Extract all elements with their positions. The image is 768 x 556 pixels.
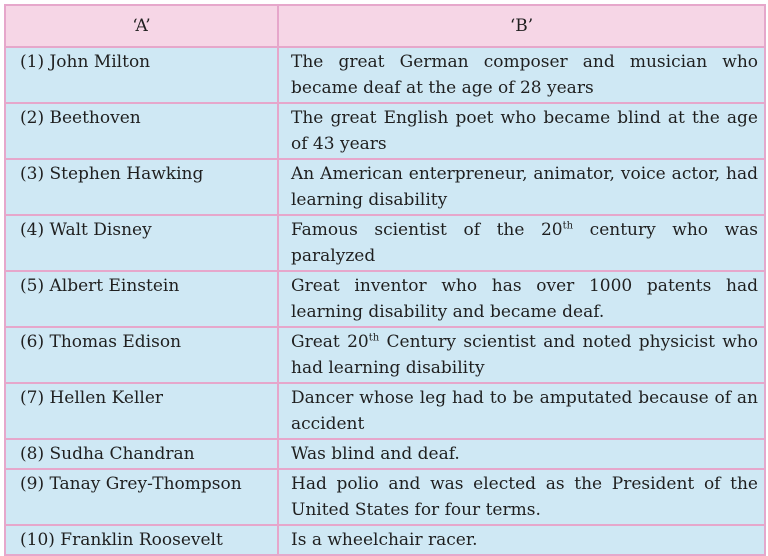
table-row	[5, 159, 765, 215]
header-row	[5, 5, 765, 47]
cell-text: Century scientist and noted physicist who had learning disability	[291, 332, 758, 378]
column-a-cell: (8) Sudha Chandran	[5, 439, 278, 469]
column-a-cell: (4) Walt Disney	[5, 215, 278, 271]
column-b-cell: Great inventor who has over 1000 patents had learning disability and became deaf.	[278, 271, 765, 327]
table-row	[5, 327, 765, 383]
column-a-cell: (10) Franklin Roosevelt	[5, 525, 278, 555]
table-row	[5, 215, 765, 271]
table-row	[5, 469, 765, 525]
column-b-header: ‘B’	[278, 5, 765, 47]
table-row	[5, 47, 765, 103]
column-b-cell: An American enterpreneur, animator, voice actor, had learning disability	[278, 159, 765, 215]
column-a-cell: (2) Beethoven	[5, 103, 278, 159]
column-b-cell: The great German composer and musician who became deaf at the age of 28 years	[278, 47, 765, 103]
column-b-cell	[278, 327, 765, 383]
column-a-cell: (1) John Milton	[5, 47, 278, 103]
column-a-cell: (6) Thomas Edison	[5, 327, 278, 383]
column-b-cell: Was blind and deaf.	[278, 439, 765, 469]
column-b-cell	[278, 215, 765, 271]
table-row	[5, 103, 765, 159]
cell-text: century who was paralyzed	[291, 220, 759, 266]
column-b-cell: Had polio and was elected as the President of the United States for four terms.	[278, 469, 765, 525]
cell-text: Famous scientist of the 20	[291, 220, 563, 240]
superscript: th	[368, 332, 380, 344]
column-b-cell: The great English poet who became blind at the age of 43 years	[278, 103, 765, 159]
cell-text: Great 20	[291, 332, 369, 352]
table-row	[5, 439, 765, 469]
superscript: th	[562, 220, 574, 232]
column-a-header: ‘A’	[5, 5, 278, 47]
table-row	[5, 383, 765, 439]
matching-table	[4, 4, 766, 556]
column-a-cell: (9) Tanay Grey-Thompson	[5, 469, 278, 525]
column-b-cell: Dancer whose leg had to be amputated because of an accident	[278, 383, 765, 439]
column-a-cell: (5) Albert Einstein	[5, 271, 278, 327]
table-row	[5, 271, 765, 327]
column-b-cell: Is a wheelchair racer.	[278, 525, 765, 555]
column-a-cell: (3) Stephen Hawking	[5, 159, 278, 215]
column-a-cell: (7) Hellen Keller	[5, 383, 278, 439]
table-row	[5, 525, 765, 555]
